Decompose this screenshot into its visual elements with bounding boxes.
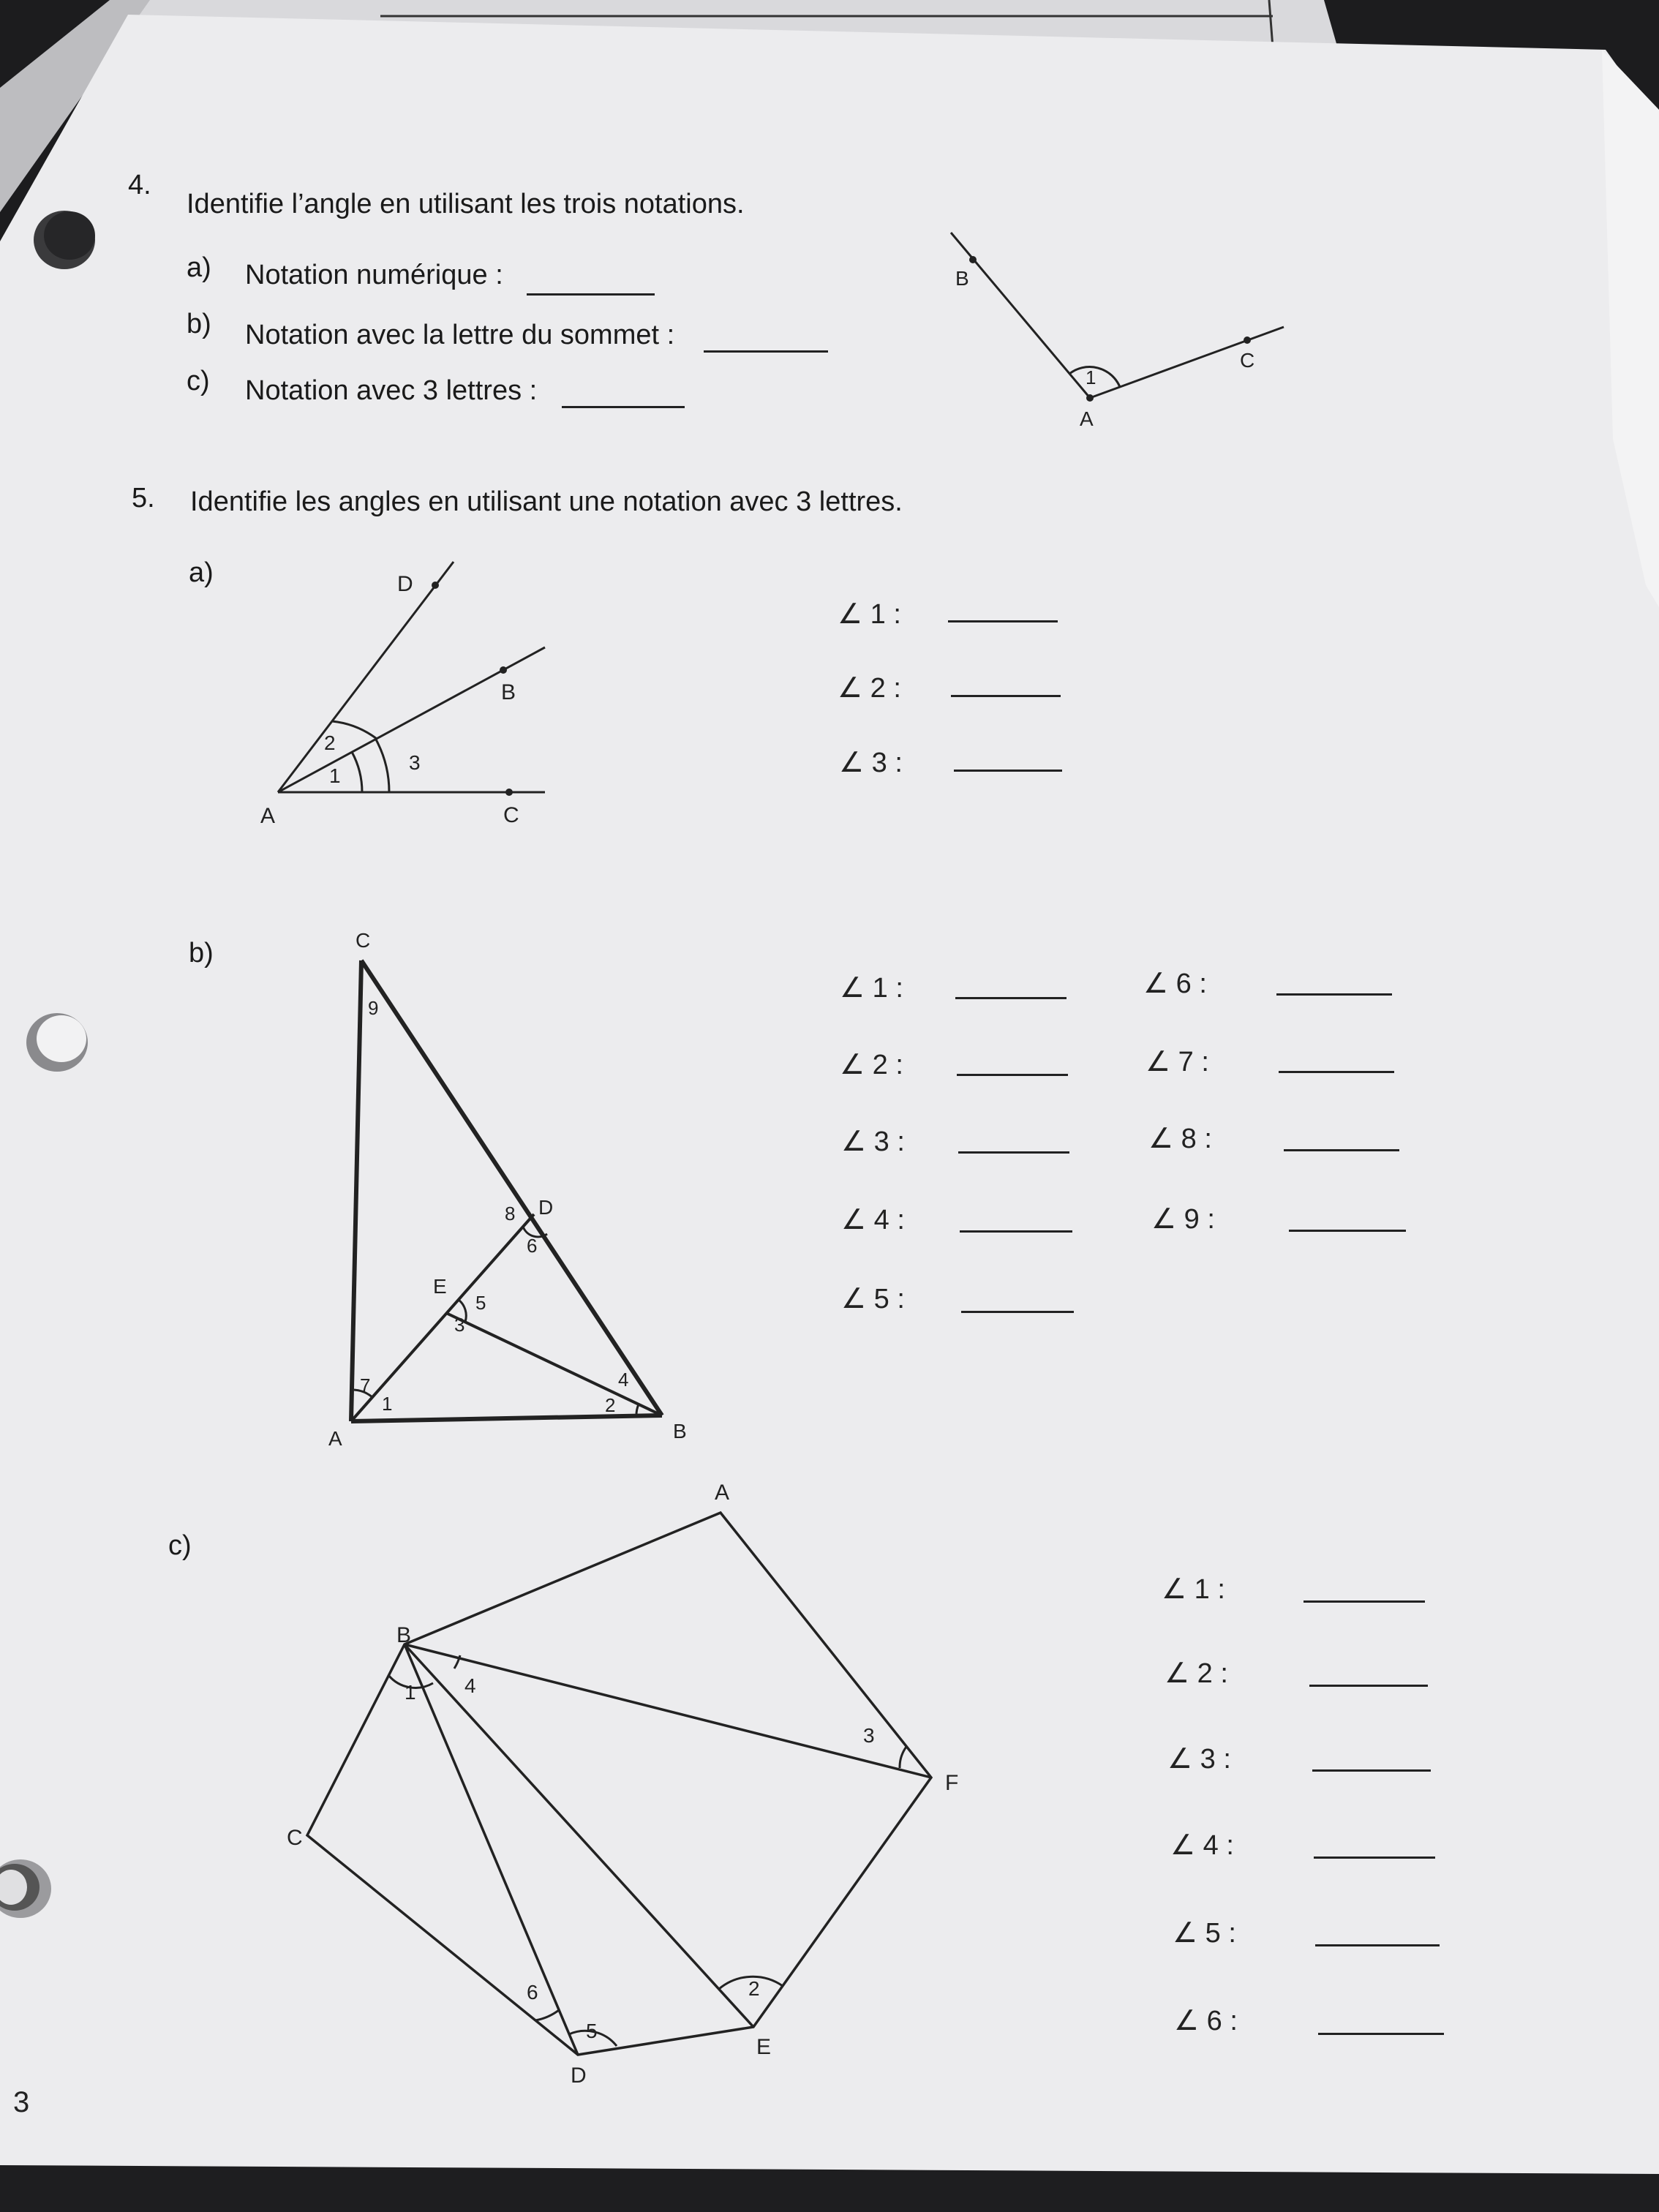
q5c-angle-2-prompt: ∠ 2 : — [1165, 1658, 1228, 1689]
q5c-point-D: D — [571, 2064, 587, 2088]
q5c-figure — [278, 1470, 973, 2099]
q5b-point-A: A — [328, 1427, 342, 1450]
q5c-point-A: A — [715, 1481, 730, 1505]
binder-hole-top — [34, 211, 95, 269]
q5a-answer-3-line[interactable] — [954, 770, 1062, 772]
q4-part-c-label: Notation avec 3 lettres : — [245, 375, 538, 406]
q5b-answer-9-line[interactable] — [1289, 1230, 1406, 1232]
q5b-angle-2-prompt: ∠ 2 : — [840, 1050, 903, 1080]
q5a-point-D: D — [397, 572, 413, 596]
q4-part-a-letter: a) — [187, 252, 211, 283]
q4-point-B: B — [955, 267, 969, 290]
q5c-angle-6-label: 6 — [527, 1981, 538, 2004]
q5b-angle-9-prompt: ∠ 9 : — [1151, 1204, 1215, 1235]
q5c-answer-3-line[interactable] — [1312, 1769, 1431, 1772]
q5a-angle-3-label: 3 — [409, 751, 421, 774]
q5a-letter: a) — [189, 557, 214, 588]
q5b-angle-3-label: 3 — [454, 1314, 465, 1336]
q5c-letter: c) — [168, 1530, 192, 1561]
q5a-angle-3-prompt: ∠ 3 : — [839, 748, 903, 778]
q5b-angle-8-label: 8 — [505, 1203, 516, 1224]
q5a-answer-2-line[interactable] — [951, 695, 1061, 697]
q5c-angle-1-label: 1 — [405, 1681, 416, 1704]
q5b-answer-8-line[interactable] — [1284, 1149, 1399, 1151]
q5b-figure — [307, 922, 702, 1456]
q4-answer-b-line[interactable] — [704, 350, 828, 353]
q4-part-b-label: Notation avec la lettre du sommet : — [245, 320, 675, 350]
q4-point-A: A — [1080, 407, 1094, 430]
q5b-angle-7-prompt: ∠ 7 : — [1146, 1047, 1209, 1077]
q5b-answer-5-line[interactable] — [961, 1311, 1074, 1313]
question-5-instruction: Identifie les angles en utilisant une notation avec 3 lettres. — [190, 486, 903, 517]
q4-part-b-letter: b) — [187, 309, 211, 339]
q4-part-c-letter: c) — [187, 366, 210, 396]
q5c-angle-1-prompt: ∠ 1 : — [1162, 1574, 1225, 1605]
q5b-angle-7-label: 7 — [360, 1374, 371, 1396]
q5c-angle-4-prompt: ∠ 4 : — [1170, 1830, 1234, 1861]
q5c-point-E: E — [756, 2035, 772, 2059]
q5b-angle-4-prompt: ∠ 4 : — [841, 1205, 905, 1235]
q5c-angle-5-label: 5 — [586, 2020, 598, 2042]
q5a-point-A: A — [260, 804, 276, 828]
q4-answer-a-line[interactable] — [527, 293, 655, 296]
q5b-point-E: E — [433, 1275, 447, 1298]
q5b-angle-5-label: 5 — [475, 1292, 486, 1314]
q5b-angle-1-label: 1 — [382, 1393, 393, 1415]
q5b-answer-7-line[interactable] — [1279, 1071, 1394, 1073]
q5c-angle-3-prompt: ∠ 3 : — [1167, 1744, 1231, 1775]
q5c-answer-5-line[interactable] — [1315, 1944, 1440, 1946]
q5c-point-B: B — [396, 1623, 412, 1647]
q5a-point-B: B — [501, 680, 516, 704]
q5b-answer-6-line[interactable] — [1276, 993, 1392, 996]
q4-figure — [936, 219, 1302, 439]
q5c-angle-6-prompt: ∠ 6 : — [1174, 2006, 1238, 2036]
q5c-angle-3-label: 3 — [863, 1724, 875, 1747]
q4-point-C: C — [1240, 349, 1255, 372]
q5b-answer-2-line[interactable] — [957, 1074, 1068, 1076]
question-4-instruction: Identifie l’angle en utilisant les trois notations. — [187, 189, 745, 219]
q5a-angle-2-prompt: ∠ 2 : — [838, 673, 901, 704]
q5b-angle-6-label: 6 — [527, 1235, 538, 1257]
q5c-point-C: C — [287, 1826, 303, 1850]
q5b-angle-6-prompt: ∠ 6 : — [1143, 968, 1207, 999]
q5c-answer-1-line[interactable] — [1304, 1600, 1425, 1603]
q5c-angle-2-label: 2 — [748, 1977, 760, 2000]
q5a-figure — [249, 549, 556, 841]
q5b-angle-9-label: 9 — [368, 997, 379, 1019]
q5c-point-F: F — [945, 1771, 959, 1795]
q4-angle-1-label: 1 — [1086, 366, 1096, 388]
q4-part-a-label: Notation numérique : — [245, 260, 503, 290]
q5b-answer-1-line[interactable] — [955, 997, 1066, 999]
q5b-answer-3-line[interactable] — [958, 1151, 1069, 1154]
page-number: 3 — [13, 2086, 30, 2118]
q5a-point-C: C — [503, 803, 519, 827]
q5a-angle-1-prompt: ∠ 1 : — [838, 599, 901, 630]
q5c-answer-4-line[interactable] — [1314, 1856, 1435, 1859]
q5b-answer-4-line[interactable] — [960, 1230, 1072, 1233]
q4-answer-c-line[interactable] — [562, 406, 685, 408]
q5c-angle-5-prompt: ∠ 5 : — [1173, 1918, 1236, 1949]
q5b-angle-1-prompt: ∠ 1 : — [840, 973, 903, 1004]
q5b-point-C: C — [356, 929, 371, 952]
q5a-angle-2-label: 2 — [324, 731, 336, 754]
q5b-point-B: B — [673, 1420, 687, 1442]
q5b-angle-4-label: 4 — [618, 1369, 629, 1391]
q5c-answer-6-line[interactable] — [1318, 2033, 1444, 2035]
q5c-angle-4-label: 4 — [464, 1674, 476, 1697]
q5b-angle-3-prompt: ∠ 3 : — [841, 1126, 905, 1157]
q5c-answer-2-line[interactable] — [1309, 1685, 1428, 1687]
q5a-answer-1-line[interactable] — [948, 620, 1058, 622]
q5b-angle-5-prompt: ∠ 5 : — [841, 1284, 905, 1314]
q5b-letter: b) — [189, 938, 214, 968]
q5b-point-D: D — [538, 1196, 554, 1219]
q5b-angle-2-label: 2 — [605, 1394, 616, 1416]
q5a-angle-1-label: 1 — [329, 764, 341, 787]
q5b-angle-8-prompt: ∠ 8 : — [1148, 1124, 1212, 1154]
binder-hole-middle — [26, 1013, 88, 1072]
question-5-number: 5. — [132, 483, 155, 514]
question-4-number: 4. — [128, 170, 151, 200]
